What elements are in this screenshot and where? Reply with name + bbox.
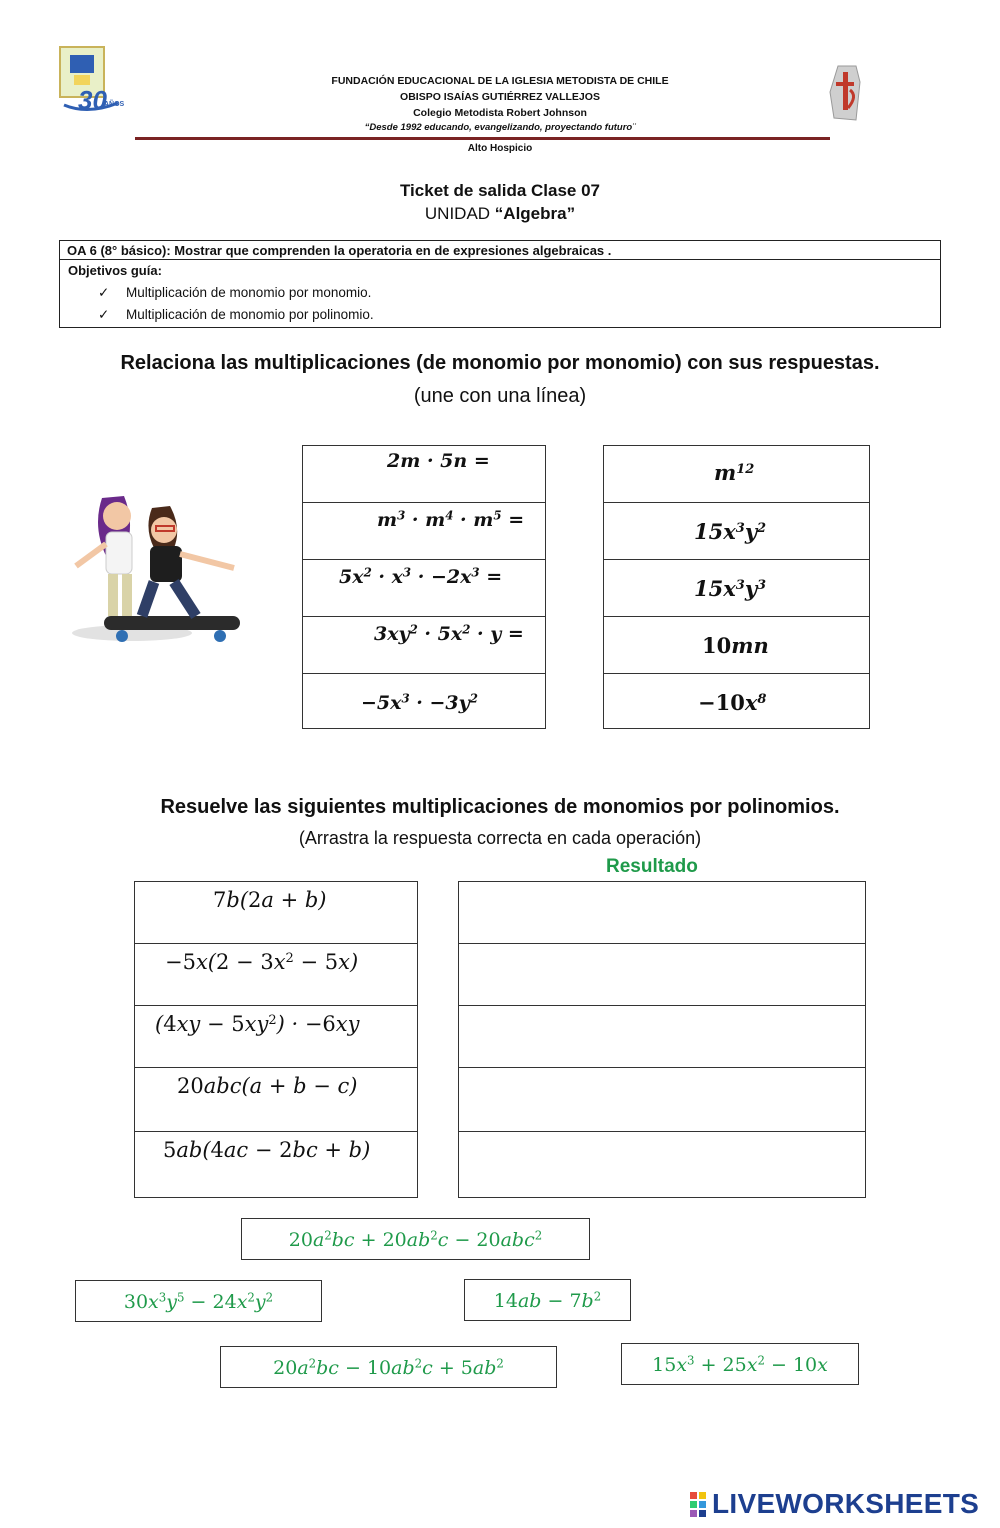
header-school: Colegio Metodista Robert Johnson bbox=[413, 107, 587, 119]
table-row bbox=[303, 560, 545, 617]
skateboard-girls-icon bbox=[62, 488, 252, 663]
monomial-problems-table bbox=[302, 445, 546, 729]
expr-3xy2-5x2-y: $3xy^2 \cdot 5x^2 \cdot y$ = bbox=[374, 622, 524, 645]
result-dropzone[interactable] bbox=[459, 882, 865, 944]
table-row bbox=[303, 446, 545, 503]
answer-10mn: 10mn bbox=[702, 633, 769, 658]
section1-subheading: (une con una línea) bbox=[413, 385, 587, 407]
table-row bbox=[303, 503, 545, 560]
answer-row[interactable] bbox=[604, 560, 869, 617]
objective-item: ✓ Multiplicación de monomio por polinomio. bbox=[68, 304, 940, 326]
logo-anos: AÑOS bbox=[104, 101, 125, 108]
expr-4xy: $(4xy - 5xy^2) \cdot -6xy$ bbox=[155, 1012, 360, 1036]
polynomial-problems-table bbox=[134, 881, 418, 1198]
section2-subheading: (Arrastra la respuesta correcta en cada operación) bbox=[298, 828, 702, 848]
check-icon: ✓ bbox=[98, 285, 110, 300]
objectives-box bbox=[59, 240, 941, 328]
answer-15x3y2: $15x^3y^2$ bbox=[694, 519, 767, 544]
expr-7b: 7b(2a + b) bbox=[213, 888, 327, 912]
header-motto: “Desde 1992 educando, evangelizando, proyectando futuro¨ bbox=[364, 122, 636, 133]
table-row bbox=[135, 1006, 417, 1068]
section2-heading: Resuelve las siguientes multiplicaciones de monomios por polinomios. bbox=[160, 796, 840, 818]
header-foundation: FUNDACIÓN EDUCACIONAL DE LA IGLESIA METODISTA DE CHILE bbox=[331, 75, 669, 87]
draggable-answer[interactable]: $15x^3 + 25x^2 - 10x$ bbox=[621, 1343, 859, 1385]
answer-row[interactable] bbox=[604, 674, 869, 730]
expr-2m-5n: 2m · 5n = bbox=[387, 450, 490, 472]
draggable-answer[interactable]: $20a^2bc + 20ab^2c - 20abc^2$ bbox=[241, 1218, 590, 1260]
answer-neg10x8: $-10x^8$ bbox=[698, 690, 767, 715]
skateboard-girls-illustration bbox=[62, 488, 252, 663]
cross-flame-icon bbox=[826, 62, 866, 124]
answer-row[interactable] bbox=[604, 446, 869, 503]
expr-20abc: 20abc(a + b − c) bbox=[177, 1074, 358, 1098]
check-icon: ✓ bbox=[98, 307, 110, 322]
expr-5x2-x3-2x3: $5x^2 \cdot x^3 \cdot -2x^3$ = bbox=[339, 565, 503, 588]
result-dropzone[interactable] bbox=[459, 1068, 865, 1132]
unit-title bbox=[0, 204, 1000, 224]
answer-row[interactable] bbox=[604, 617, 869, 674]
page-title: Ticket de salida Clase 07 bbox=[399, 181, 601, 200]
expr-5x3-3y2: $-5x^3 \cdot -3y^2$ bbox=[361, 691, 478, 714]
draggable-answer[interactable]: $30x^3y^5 - 24x^2y^2$ bbox=[75, 1280, 322, 1322]
table-row bbox=[135, 1068, 417, 1132]
expr-5ab: 5ab(4ac − 2bc + b) bbox=[163, 1138, 371, 1162]
table-row bbox=[303, 674, 545, 730]
methodist-emblem bbox=[826, 62, 866, 124]
result-dropzone[interactable] bbox=[459, 944, 865, 1006]
table-row bbox=[135, 944, 417, 1006]
unit-prefix: UNIDAD bbox=[424, 204, 495, 223]
draggable-answer[interactable]: $20a^2bc - 10ab^2c + 5ab^2$ bbox=[220, 1346, 557, 1388]
table-row bbox=[135, 882, 417, 944]
brand-name: LIVEWORKSHEETS bbox=[712, 1488, 980, 1519]
expr-neg5x: $-5x(2 - 3x^2 - 5x)$ bbox=[165, 950, 359, 974]
result-dropzone[interactable] bbox=[459, 1006, 865, 1068]
header-city: Alto Hospicio bbox=[467, 143, 533, 154]
liveworksheets-logo bbox=[690, 1490, 995, 1520]
monomial-answers-table bbox=[603, 445, 870, 729]
logo-30: 30 bbox=[78, 85, 107, 115]
header-divider bbox=[135, 137, 830, 140]
table-row bbox=[303, 617, 545, 674]
expr-m3-m4-m5: $m^3 \cdot m^4 \cdot m^5$ = bbox=[377, 508, 525, 531]
objective-item: ✓ Multiplicación de monomio por monomio. bbox=[68, 282, 940, 304]
result-dropzones-table bbox=[458, 881, 866, 1198]
section1-heading: Relaciona las multiplicaciones (de monomio por monomio) con sus respuestas. bbox=[120, 352, 880, 374]
header-bishop: OBISPO ISAÍAS GUTIÉRREZ VALLEJOS bbox=[400, 91, 600, 103]
result-dropzone[interactable] bbox=[459, 1132, 865, 1197]
result-label: Resultado bbox=[606, 856, 698, 877]
table-row bbox=[135, 1132, 417, 1197]
answer-15x3y3: $15x^3y^3$ bbox=[694, 576, 767, 601]
oa-statement: OA 6 (8° básico): Mostrar que comprenden la operatoria en de expresiones algebraicas . bbox=[60, 241, 940, 260]
objectives-label: Objetivos guía: bbox=[68, 263, 162, 278]
answer-row[interactable] bbox=[604, 503, 869, 560]
unit-name: “Algebra” bbox=[494, 204, 576, 223]
draggable-answer[interactable]: $14ab - 7b^2$ bbox=[464, 1279, 631, 1321]
answer-m12: $m^{12}$ bbox=[714, 460, 755, 485]
